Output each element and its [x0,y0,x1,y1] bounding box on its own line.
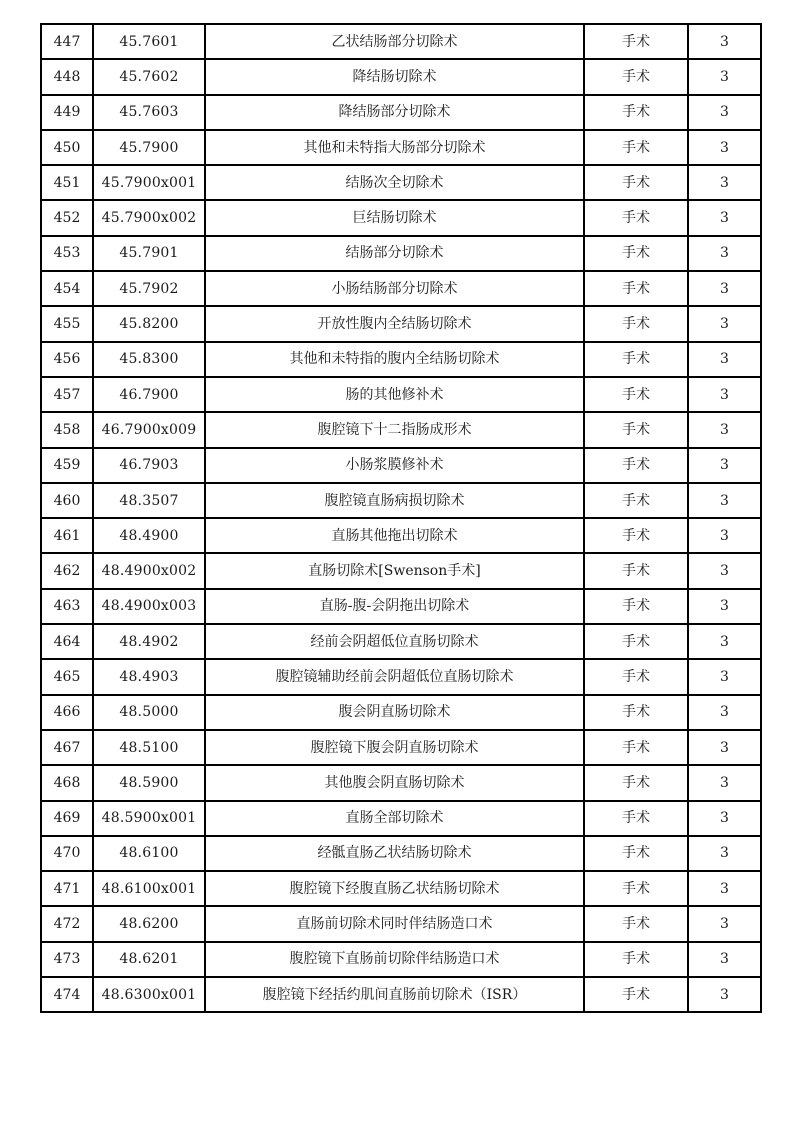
category-cell: 手术 [584,483,688,518]
procedure-code-cell: 46.7903 [93,448,205,483]
table-row [41,24,761,59]
procedure-code-cell: 45.7603 [93,95,205,130]
category-cell: 手术 [584,836,688,871]
procedure-code-cell: 48.5000 [93,695,205,730]
procedure-name-cell: 腹腔镜下十二指肠成形术 [205,412,584,447]
procedure-name-cell: 其他和未特指的腹内全结肠切除术 [205,342,584,377]
procedure-code-cell: 48.6100x001 [93,871,205,906]
table-row [41,553,761,588]
category-cell: 手术 [584,659,688,694]
procedure-name-cell: 小肠结肠部分切除术 [205,271,584,306]
level-cell: 3 [688,695,761,730]
row-number-cell: 466 [41,695,93,730]
row-number-cell: 473 [41,942,93,977]
procedure-code-cell: 45.7601 [93,24,205,59]
table-row [41,377,761,412]
level-cell: 3 [688,306,761,341]
procedure-code-cell: 48.3507 [93,483,205,518]
table-row [41,977,761,1012]
category-cell: 手术 [584,130,688,165]
level-cell: 3 [688,836,761,871]
procedure-name-cell: 降结肠切除术 [205,59,584,94]
level-cell: 3 [688,448,761,483]
procedure-name-cell: 直肠其他拖出切除术 [205,518,584,553]
procedure-name-cell: 直肠-腹-会阴拖出切除术 [205,589,584,624]
procedure-name-cell: 直肠前切除术同时伴结肠造口术 [205,906,584,941]
procedure-name-cell: 腹腔镜下腹会阴直肠切除术 [205,730,584,765]
row-number-cell: 463 [41,589,93,624]
table-row [41,695,761,730]
category-cell: 手术 [584,165,688,200]
level-cell: 3 [688,271,761,306]
procedure-code-cell: 48.5900 [93,765,205,800]
level-cell: 3 [688,906,761,941]
level-cell: 3 [688,659,761,694]
procedure-code-cell: 48.6201 [93,942,205,977]
procedure-code-cell: 45.7900 [93,130,205,165]
table-row [41,589,761,624]
procedure-code-cell: 48.5900x001 [93,801,205,836]
row-number-cell: 465 [41,659,93,694]
procedure-name-cell: 经骶直肠乙状结肠切除术 [205,836,584,871]
category-cell: 手术 [584,342,688,377]
category-cell: 手术 [584,730,688,765]
table-row [41,730,761,765]
table-row [41,59,761,94]
level-cell: 3 [688,624,761,659]
table-row [41,271,761,306]
category-cell: 手术 [584,942,688,977]
category-cell: 手术 [584,412,688,447]
procedure-name-cell: 降结肠部分切除术 [205,95,584,130]
category-cell: 手术 [584,200,688,235]
row-number-cell: 471 [41,871,93,906]
category-cell: 手术 [584,871,688,906]
level-cell: 3 [688,765,761,800]
level-cell: 3 [688,412,761,447]
procedure-name-cell: 腹腔镜下经腹直肠乙状结肠切除术 [205,871,584,906]
category-cell: 手术 [584,95,688,130]
level-cell: 3 [688,236,761,271]
table-row [41,906,761,941]
procedure-code-cell: 46.7900x009 [93,412,205,447]
procedure-code-cell: 48.6100 [93,836,205,871]
row-number-cell: 472 [41,906,93,941]
row-number-cell: 447 [41,24,93,59]
category-cell: 手术 [584,377,688,412]
category-cell: 手术 [584,589,688,624]
level-cell: 3 [688,801,761,836]
table-row [41,483,761,518]
procedure-name-cell: 腹腔镜下直肠前切除伴结肠造口术 [205,942,584,977]
level-cell: 3 [688,553,761,588]
procedure-name-cell: 其他和未特指大肠部分切除术 [205,130,584,165]
procedure-name-cell: 其他腹会阴直肠切除术 [205,765,584,800]
table-row [41,448,761,483]
table-row [41,624,761,659]
row-number-cell: 448 [41,59,93,94]
level-cell: 3 [688,942,761,977]
category-cell: 手术 [584,695,688,730]
level-cell: 3 [688,377,761,412]
procedure-name-cell: 直肠切除术[Swenson手术] [205,553,584,588]
level-cell: 3 [688,871,761,906]
table-row [41,130,761,165]
level-cell: 3 [688,589,761,624]
category-cell: 手术 [584,448,688,483]
category-cell: 手术 [584,624,688,659]
procedure-code-cell: 48.4900 [93,518,205,553]
procedure-code-cell: 45.8300 [93,342,205,377]
level-cell: 3 [688,977,761,1012]
procedure-code-cell: 48.5100 [93,730,205,765]
procedure-code-cell: 48.4900x003 [93,589,205,624]
table-row [41,871,761,906]
category-cell: 手术 [584,765,688,800]
row-number-cell: 461 [41,518,93,553]
row-number-cell: 462 [41,553,93,588]
table-row [41,765,761,800]
procedure-code-cell: 48.6200 [93,906,205,941]
category-cell: 手术 [584,236,688,271]
category-cell: 手术 [584,906,688,941]
procedure-code-cell: 46.7900 [93,377,205,412]
row-number-cell: 450 [41,130,93,165]
procedure-name-cell: 腹腔镜直肠病损切除术 [205,483,584,518]
row-number-cell: 458 [41,412,93,447]
procedure-code-cell: 48.4900x002 [93,553,205,588]
procedure-name-cell: 开放性腹内全结肠切除术 [205,306,584,341]
procedure-code-cell: 48.4902 [93,624,205,659]
procedure-name-cell: 直肠全部切除术 [205,801,584,836]
procedure-name-cell: 小肠浆膜修补术 [205,448,584,483]
table-row [41,200,761,235]
procedure-name-cell: 腹会阴直肠切除术 [205,695,584,730]
level-cell: 3 [688,24,761,59]
category-cell: 手术 [584,271,688,306]
table-row [41,942,761,977]
row-number-cell: 455 [41,306,93,341]
row-number-cell: 451 [41,165,93,200]
level-cell: 3 [688,518,761,553]
procedure-name-cell: 腹腔镜辅助经前会阴超低位直肠切除术 [205,659,584,694]
procedure-code-cell: 45.7901 [93,236,205,271]
procedure-table-body [41,24,761,1012]
level-cell: 3 [688,342,761,377]
category-cell: 手术 [584,553,688,588]
category-cell: 手术 [584,306,688,341]
procedure-code-cell: 45.8200 [93,306,205,341]
row-number-cell: 474 [41,977,93,1012]
row-number-cell: 449 [41,95,93,130]
table-row [41,236,761,271]
level-cell: 3 [688,130,761,165]
level-cell: 3 [688,730,761,765]
procedure-code-cell: 48.6300x001 [93,977,205,1012]
level-cell: 3 [688,59,761,94]
category-cell: 手术 [584,801,688,836]
level-cell: 3 [688,165,761,200]
procedure-name-cell: 乙状结肠部分切除术 [205,24,584,59]
table-row [41,95,761,130]
row-number-cell: 453 [41,236,93,271]
row-number-cell: 454 [41,271,93,306]
row-number-cell: 459 [41,448,93,483]
row-number-cell: 469 [41,801,93,836]
table-row [41,306,761,341]
table-row [41,659,761,694]
procedure-code-cell: 45.7900x002 [93,200,205,235]
procedure-name-cell: 经前会阴超低位直肠切除术 [205,624,584,659]
table-row [41,836,761,871]
row-number-cell: 452 [41,200,93,235]
table-row [41,165,761,200]
row-number-cell: 464 [41,624,93,659]
procedure-code-cell: 48.4903 [93,659,205,694]
category-cell: 手术 [584,59,688,94]
row-number-cell: 456 [41,342,93,377]
table-row [41,518,761,553]
procedure-code-cell: 45.7602 [93,59,205,94]
procedure-name-cell: 肠的其他修补术 [205,377,584,412]
table-row [41,412,761,447]
row-number-cell: 467 [41,730,93,765]
row-number-cell: 468 [41,765,93,800]
level-cell: 3 [688,483,761,518]
row-number-cell: 470 [41,836,93,871]
category-cell: 手术 [584,977,688,1012]
row-number-cell: 460 [41,483,93,518]
level-cell: 3 [688,200,761,235]
procedure-name-cell: 巨结肠切除术 [205,200,584,235]
category-cell: 手术 [584,24,688,59]
procedure-code-cell: 45.7900x001 [93,165,205,200]
table-row [41,342,761,377]
procedure-code-cell: 45.7902 [93,271,205,306]
procedure-table [40,23,762,1013]
procedure-name-cell: 腹腔镜下经括约肌间直肠前切除术（ISR） [205,977,584,1012]
table-row [41,801,761,836]
procedure-name-cell: 结肠次全切除术 [205,165,584,200]
row-number-cell: 457 [41,377,93,412]
procedure-name-cell: 结肠部分切除术 [205,236,584,271]
level-cell: 3 [688,95,761,130]
category-cell: 手术 [584,518,688,553]
